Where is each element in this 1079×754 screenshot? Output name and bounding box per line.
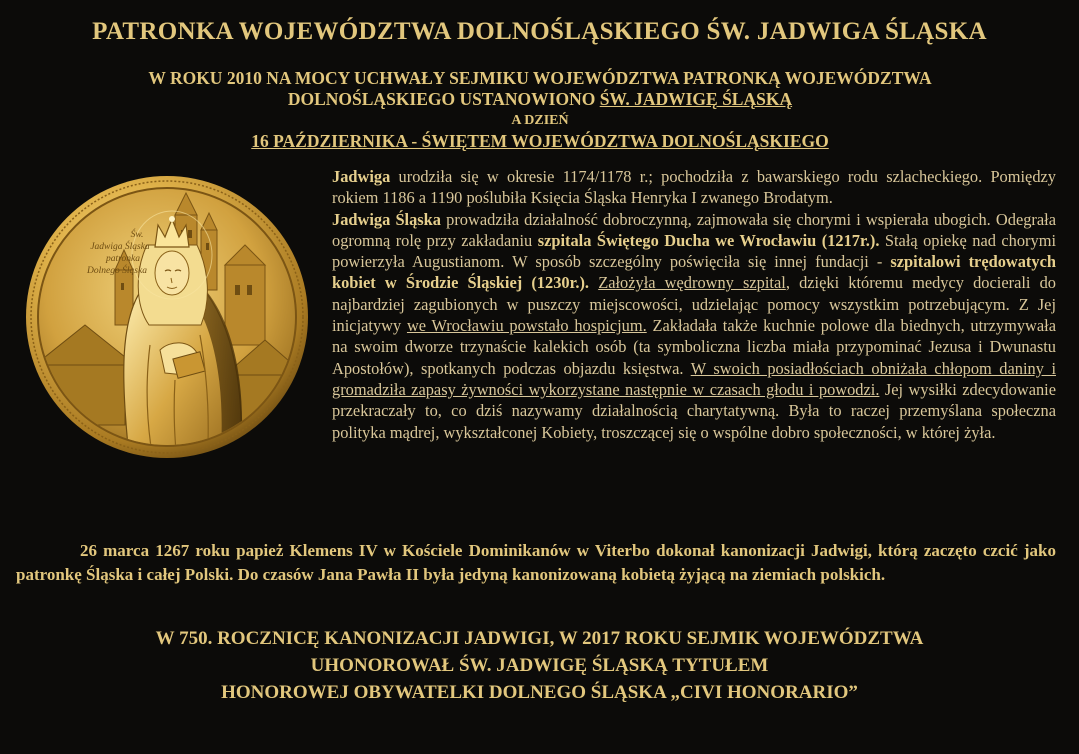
intro-line-2 [40,89,1040,110]
intro-line-3: A DZIEŃ [511,113,569,128]
bio-bold-leper-hospital: szpitalowi trędowatych kobiet w Środzie Śląskiej (1230r.). [332,252,1056,293]
canonization-text: 26 marca 1267 roku papież Klemens IV w Kościele Dominikanów w Viterbo dokonał kanonizacji Jadwigi, którą zaczęto czcić jako patronkę Śląska i całej Polski. Do czasów Jana Pawła II była jedyną kanonizowaną kobietą żyjącą na ziemiach polskich. [16,541,1056,584]
closing-line-2: UHONOROWAŁ ŚW. JADWIGĘ ŚLĄSKĄ TYTUŁEM [310,655,769,676]
canonization-paragraph [16,539,1056,587]
closing-line-1: W 750. ROCZNICĘ KANONIZACJI JADWIGI, W 2017 ROKU SEJMIK WOJEWÓDZTWA [155,628,924,649]
closing-line-3: HONOROWEJ OBYWATELKI DOLNEGO ŚLĄSKA „CIVI HONORARIO” [221,682,858,703]
intro-block [40,68,1040,152]
bio-bold-hospital-wroclaw: szpitala Świętego Ducha we Wrocławiu (1217r.). [537,230,880,250]
bio-text-3: Stałą opiekę nad chorymi powierzyła Augustianom. W sposób szczególny poświęciła się innej fundacji - [332,230,1056,272]
bio-underline-hospice: we Wrocławiu powstało hospicjum. [406,316,647,336]
bio-underline-food-reserves: W swoich posiadłościach obniżała chłopom daniny i gromadziła zapasy żywności wykorzystane następnie w czasach głodu i powodzi. [332,358,1056,399]
bio-text-6: Zakładała także kuchnie polowe dla biednych, utrzymywała na swoim dworze trzynaście kalekich osób (ta symboliczna liczba miała przypominać Jezusa i Dwunastu Apostołów), spotkanych podczas objazdu księstwa. [332,316,1056,378]
closing-block [0,625,1079,706]
medal-spacer [16,166,332,464]
biography-text [16,166,1056,464]
intro-line-1: W ROKU 2010 NA MOCY UCHWAŁY SEJMIKU WOJEWÓDZTWA PATRONKĄ WOJEWÓDZTWA [148,68,932,88]
bio-text-7: Jej wysiłki zdecydowanie przekraczały to, co dziś nazywamy działalnością charytatywną. Była to raczej przemyślana społeczna polityka mądrej, wykształconej Kobiety, troszczącej się o wspólne dobro społeczności, w której żyła. [332,379,1057,442]
bio-text-4 [589,273,598,292]
intro-saint-name: ŚW. JADWIGĘ ŚLĄSKĄ [599,89,793,109]
medal-inscription-4: Dolnego Śląska [87,266,147,276]
medal-inscription-3: patronka [106,254,140,264]
bio-text-1: urodziła się w okresie 1174/1178 r.; pochodziła z bawarskiego rodu szlacheckiego. Pomiędzy rokiem 1186 a 1190 poślubiła Księcia Śląska Henryka I zwanego Brodatym. [332,167,1056,208]
intro-holiday-date: 16 PAŹDZIERNIKA - ŚWIĘTEM WOJEWÓDZTWA DOLNOŚLĄSKIEGO [251,131,829,151]
bio-underline-mobile-hospital: Założyła wędrowny szpital [598,273,786,293]
medal-inscription-1: Św. [130,230,144,240]
bio-bold-jadwiga-slaska: Jadwiga Śląska [332,209,441,229]
bio-text-2: prowadziła działalność dobroczynną, zajmowała się chorymi i wspierała ubogich. Odegrała ogromną rolę przy zakładaniu [332,209,1056,250]
intro-line-2-text: DOLNOŚLĄSKIEGO USTANOWIONO [287,89,600,109]
medal-inscription-2: Jadwiga Śląska [90,242,150,252]
page-title: PATRONKA WOJEWÓDZTWA DOLNOŚLĄSKIEGO ŚW. JADWIGA ŚLĄSKA [92,18,987,45]
bio-text-5: , dzięki któremu medycy docierali do najbardziej zagubionych w puszczy miejscowości, udzielając pomocy wszystkim potrzebującym. Z Jej inicjatywy [332,273,1057,336]
bio-bold-jadwiga: Jadwiga [332,167,391,186]
